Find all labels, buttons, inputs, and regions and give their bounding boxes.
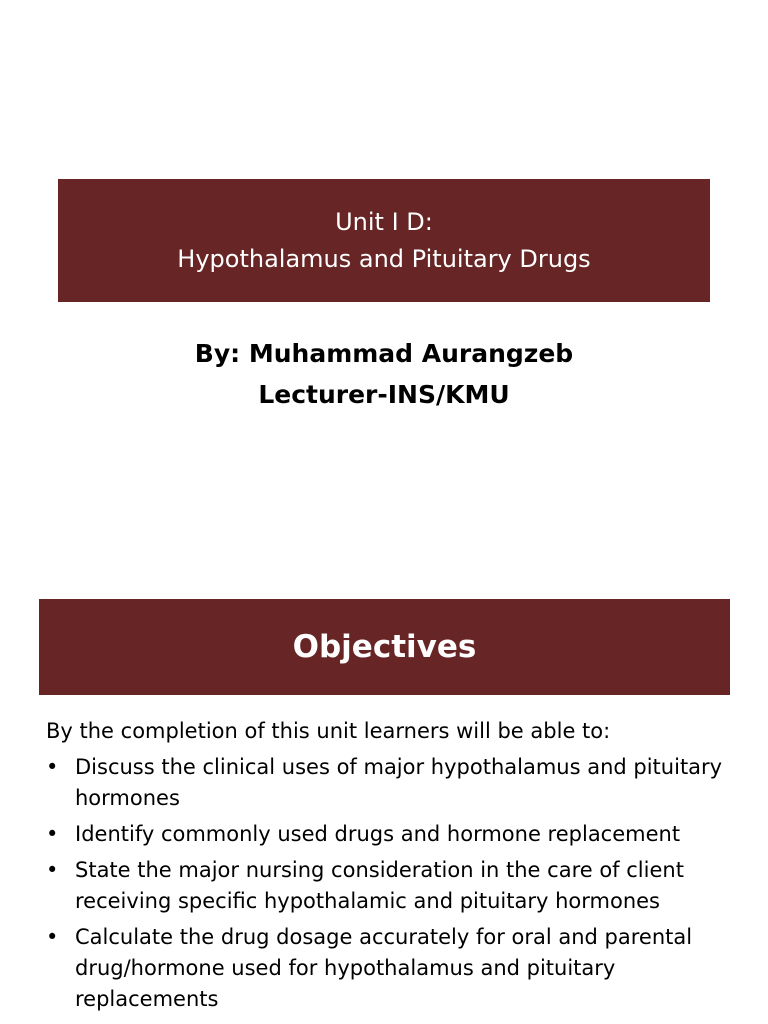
objectives-content [46, 716, 736, 1020]
bullet-icon: • [46, 925, 59, 949]
list-item-text: State the major nursing consideration in the care of client receiving specific hypothalamic and pituitary hormones [75, 858, 684, 913]
list-item-text: Calculate the drug dosage accurately for oral and parental drug/hormone used for hypothalamus and pituitary replacements [75, 925, 693, 1011]
slide-title-line1: Unit I D: [335, 207, 433, 236]
list-item [46, 922, 736, 1015]
list-item-text: Identify commonly used drugs and hormone replacement [75, 822, 681, 846]
list-item [46, 752, 736, 814]
bullet-icon: • [46, 822, 59, 846]
objectives-intro: By the completion of this unit learners will be able to: [46, 719, 611, 743]
author-affiliation: Lecturer-INS/KMU [258, 380, 510, 409]
list-item-text: Discuss the clinical uses of major hypothalamus and pituitary hormones [75, 755, 723, 810]
objectives-heading: Objectives [292, 629, 477, 665]
bullet-icon: • [46, 858, 59, 882]
bullet-icon: • [46, 755, 59, 779]
author-block [0, 333, 768, 415]
objectives-banner [39, 599, 730, 695]
list-item [46, 819, 736, 850]
objectives-list [46, 752, 736, 1015]
list-item [46, 855, 736, 917]
title-banner [58, 179, 710, 302]
slide-title-line2: Hypothalamus and Pituitary Drugs [177, 244, 591, 273]
author-name: By: Muhammad Aurangzeb [194, 339, 574, 368]
